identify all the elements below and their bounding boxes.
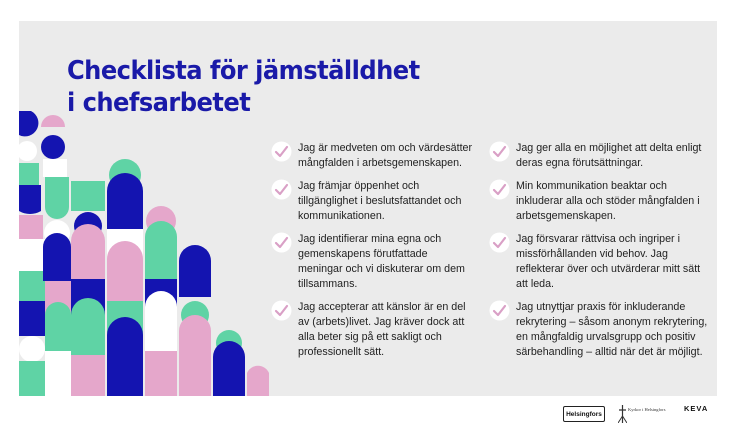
check-icon xyxy=(271,232,292,253)
list-item xyxy=(489,179,711,224)
list-item-text: Jag utnyttjar praxis för inkluderande rekrytering – såsom anonym rekrytering, en mångfaldig urvalsgrupp och positiv särbehandling – alltid när det är möjligt. xyxy=(516,301,708,358)
checklist-slide xyxy=(19,21,717,396)
church-logo xyxy=(618,404,666,424)
list-item-text: Jag är medveten om och värdesätter mångfalden i arbetsgemenskapen. xyxy=(298,142,473,169)
keva-logo: KEVA xyxy=(684,404,709,413)
check-icon xyxy=(489,300,510,321)
list-item xyxy=(271,232,475,292)
list-item xyxy=(489,141,711,171)
list-item-text: Min kommunikation beaktar och inkluderar alla och stöder mångfalden i arbetsgemenskapen. xyxy=(516,180,700,222)
check-icon xyxy=(489,179,510,200)
list-item-text: Jag främjar öppenhet och tillgänglighet i beslutsfattandet och kommunikationen. xyxy=(298,180,462,222)
check-icon xyxy=(489,232,510,253)
check-icon xyxy=(489,141,510,162)
footer-logos xyxy=(0,402,735,426)
list-item xyxy=(271,179,475,224)
list-item-text: Jag identifierar mina egna och gemenskapens förutfattade meningar och vi diskuterar om dem tillsammans. xyxy=(298,233,465,290)
church-logo-text: Kyrkor i Helsingfors xyxy=(628,407,666,412)
check-icon xyxy=(271,141,292,162)
title-line-1: Checklista för jämställdhet xyxy=(67,56,420,86)
list-item xyxy=(489,232,711,292)
people-mosaic-illustration xyxy=(19,111,269,396)
list-item xyxy=(271,141,475,171)
check-icon xyxy=(271,179,292,200)
checklist-right-column xyxy=(489,141,711,368)
list-item-text: Jag accepterar att känslor är en del av (arbets)livet. Jag kräver dock att alla beter sig på ett sakligt och professionellt sätt. xyxy=(298,301,466,358)
title-line-2: i chefsarbetet xyxy=(67,88,251,118)
checklist-left-column xyxy=(271,141,475,368)
list-item xyxy=(489,300,711,360)
page-title xyxy=(67,55,420,119)
list-item-text: Jag ger alla en möjlighet att delta enligt deras egna förutsättningar. xyxy=(516,142,702,169)
helsingfors-logo: Helsingfors xyxy=(563,406,605,422)
list-item xyxy=(271,300,475,360)
church-cross-icon xyxy=(618,405,627,423)
list-item-text: Jag försvarar rättvisa och ingriper i missförhållanden vid behov. Jag reflekterar över och utvärderar mitt sätt att leda. xyxy=(516,233,701,290)
check-icon xyxy=(271,300,292,321)
